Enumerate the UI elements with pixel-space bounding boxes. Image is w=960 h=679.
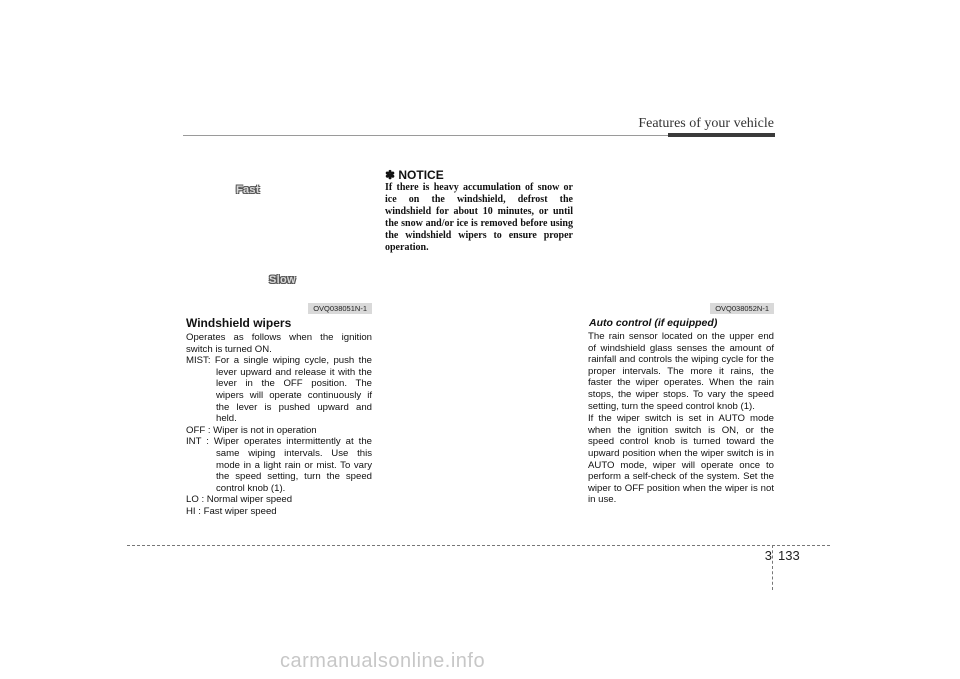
page-number-divider (772, 545, 773, 590)
auto-control-text-column (588, 331, 774, 506)
wipers-text-column (186, 332, 372, 518)
figure-label-fast: Fast (236, 184, 260, 196)
auto-control-paragraph-1: The rain sensor located on the upper end of windshield glass senses the amount of rainfall and controls the wiping cycle for the proper intervals. The more it rains, the faster the wiper operates. When the rain stops, the wiper stops. To vary the speed setting, turn the speed control knob (1). (588, 331, 774, 412)
figure-label-slow: Slow (269, 274, 296, 286)
rain-sensor-figure (588, 160, 774, 313)
wiper-lever-figure (186, 160, 372, 313)
mode-hi: HI : Fast wiper speed (186, 505, 277, 517)
footer-divider (127, 545, 830, 546)
wipers-intro: Operates as follows when the ignition switch is turned ON. (186, 332, 372, 355)
notice-heading: ✽ NOTICE (385, 168, 444, 182)
notice-body: If there is heavy accumulation of snow or ice on the windshield, defrost the windshield for about 10 minutes, or until the snow and/or ice is removed before using the windshield wipers to ensure proper operation. (385, 182, 573, 253)
mode-int: INT : Wiper operates intermittently at the same wiping intervals. Use this mode in a light rain or mist. To vary the speed setting, turn the speed control knob (1). (186, 436, 372, 494)
mode-mist: MIST: For a single wiping cycle, push the lever upward and release it with the lever in the OFF position. The wipers will operate continuously if the lever is pushed upward and held. (186, 355, 372, 425)
section-header-title: Features of your vehicle (638, 116, 774, 131)
auto-control-paragraph-2: If the wiper switch is set in AUTO mode when the ignition switch is ON, or the speed control knob is turned toward the upward position when the wiper switch is in AUTO mode, wiper will operate once to perform a self-check of the system. Set the wiper to OFF position when the wiper is not in use. (588, 413, 774, 506)
chapter-number: 3 (764, 548, 772, 563)
section-title-windshield-wipers: Windshield wipers (186, 316, 292, 330)
figure-code: OVQ038052N-1 (710, 303, 774, 314)
header-accent-bar (668, 133, 775, 137)
section-title-auto-control: Auto control (if equipped) (589, 317, 718, 329)
mode-off: OFF : Wiper is not in operation (186, 424, 317, 436)
watermark-text: carmanualsonline.info (280, 650, 486, 672)
mode-lo: LO : Normal wiper speed (186, 494, 293, 506)
page-number-value: 133 (778, 548, 800, 563)
figure-code: OVQ038051N-1 (308, 303, 372, 314)
